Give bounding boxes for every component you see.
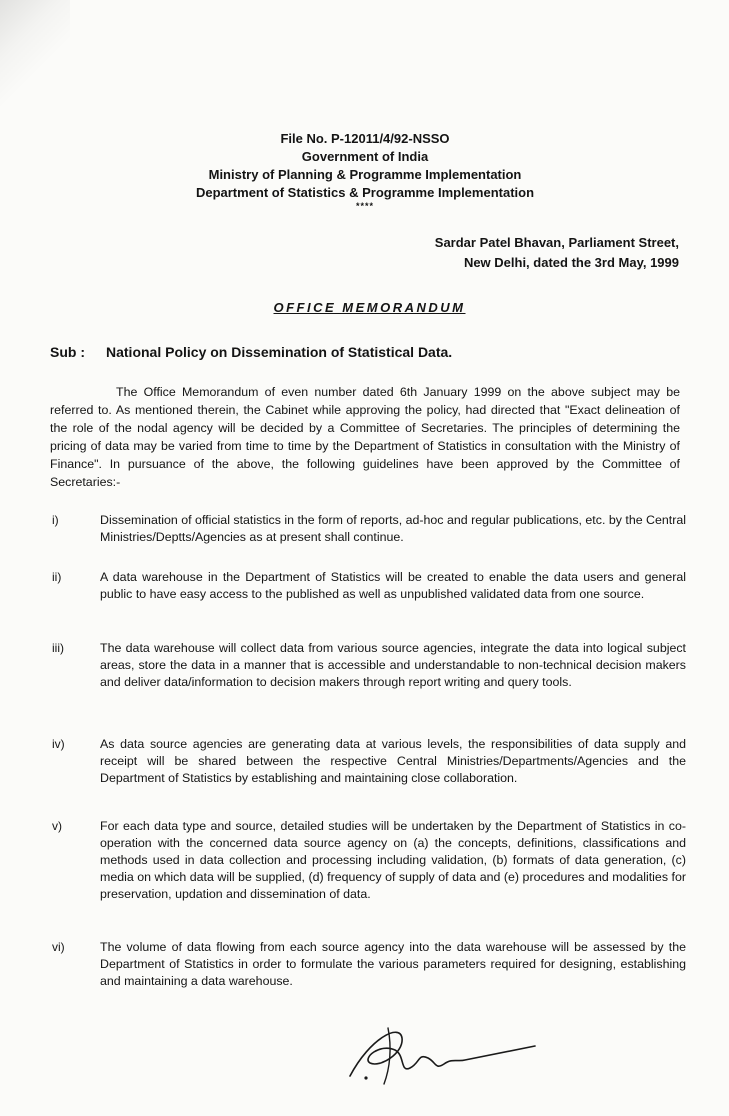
- address-line-2: New Delhi, dated the 3rd May, 1999: [463, 255, 679, 270]
- ministry-line: Ministry of Planning & Programme Implementation: [208, 167, 522, 182]
- subject-line: [50, 344, 452, 360]
- memo-title: OFFICE MEMORANDUM: [273, 300, 466, 315]
- item-text: The data warehouse will collect data from various source agencies, integrate the data into logical subject areas, store the data in a manner that is accessible and understandable to non-technical decision makers and deliver data/information to decision makers through report writing and query tools.: [100, 641, 686, 689]
- file-number: File No. P-12011/4/92-NSSO: [280, 131, 450, 146]
- item-number: vi): [52, 940, 65, 954]
- item-text: As data source agencies are generating data at various levels, the responsibilities of data supply and receipt will be shared between the respective Central Ministries/Departments/Agencies and the Department of Statistics by establishing and maintaining close collaboration.: [100, 737, 686, 785]
- item-number: iv): [52, 737, 65, 751]
- item-text: Dissemination of official statistics in the form of reports, ad-hoc and regular publications, etc. by the Central Ministries/Deptts/Agencies as at present shall continue.: [100, 513, 686, 544]
- item-number: i): [52, 513, 59, 527]
- header-stars: ****: [355, 201, 374, 211]
- department-line: Department of Statistics & Programme Implementation: [195, 185, 535, 200]
- government-line: Government of India: [301, 149, 429, 164]
- signature-mark: [340, 1018, 540, 1088]
- scan-edge-shadow: [0, 0, 70, 130]
- item-text: For each data type and source, detailed studies will be undertaken by the Department of Statistics in co-operation with the concerned data source agency on (a) the concepts, definitions, classifications and methods used in data collection and processing including validation, (b) formats of data generation, (c) media on which data will be supplied, (d) frequency of supply of data and (e) procedures and modalities for preservation, updation and dissemination of data.: [100, 819, 686, 901]
- subject-label: Sub :: [50, 344, 85, 360]
- item-text: The volume of data flowing from each source agency into the data warehouse will be assessed by the Department of Statistics in order to formulate the various parameters required for designing, establishing and maintaining a data warehouse.: [100, 940, 686, 988]
- item-number: iii): [52, 641, 64, 655]
- subject-text: National Policy on Dissemination of Statistical Data.: [106, 344, 453, 360]
- item-text: A data warehouse in the Department of Statistics will be created to enable the data users and general public to have easy access to the published as well as unpublished validated data from one source.: [100, 570, 686, 601]
- address-line-1: Sardar Patel Bhavan, Parliament Street,: [434, 235, 679, 250]
- intro-paragraph: The Office Memorandum of even number dated 6th January 1999 on the above subject may be referred to. As mentioned therein, the Cabinet while approving the policy, had directed that "Exact delineation of the role of the nodal agency will be decided by a Committee of Secretaries. The principles of determining the pricing of data may be varied from time to time by the Department of Statistics in consultation with the Ministry of Finance". In pursuance of the above, the following guidelines have been approved by the Committee of Secretaries:-: [50, 385, 680, 489]
- letterhead: [150, 130, 580, 211]
- item-number: v): [52, 819, 62, 833]
- address-block: [435, 233, 679, 273]
- item-number: ii): [52, 570, 62, 584]
